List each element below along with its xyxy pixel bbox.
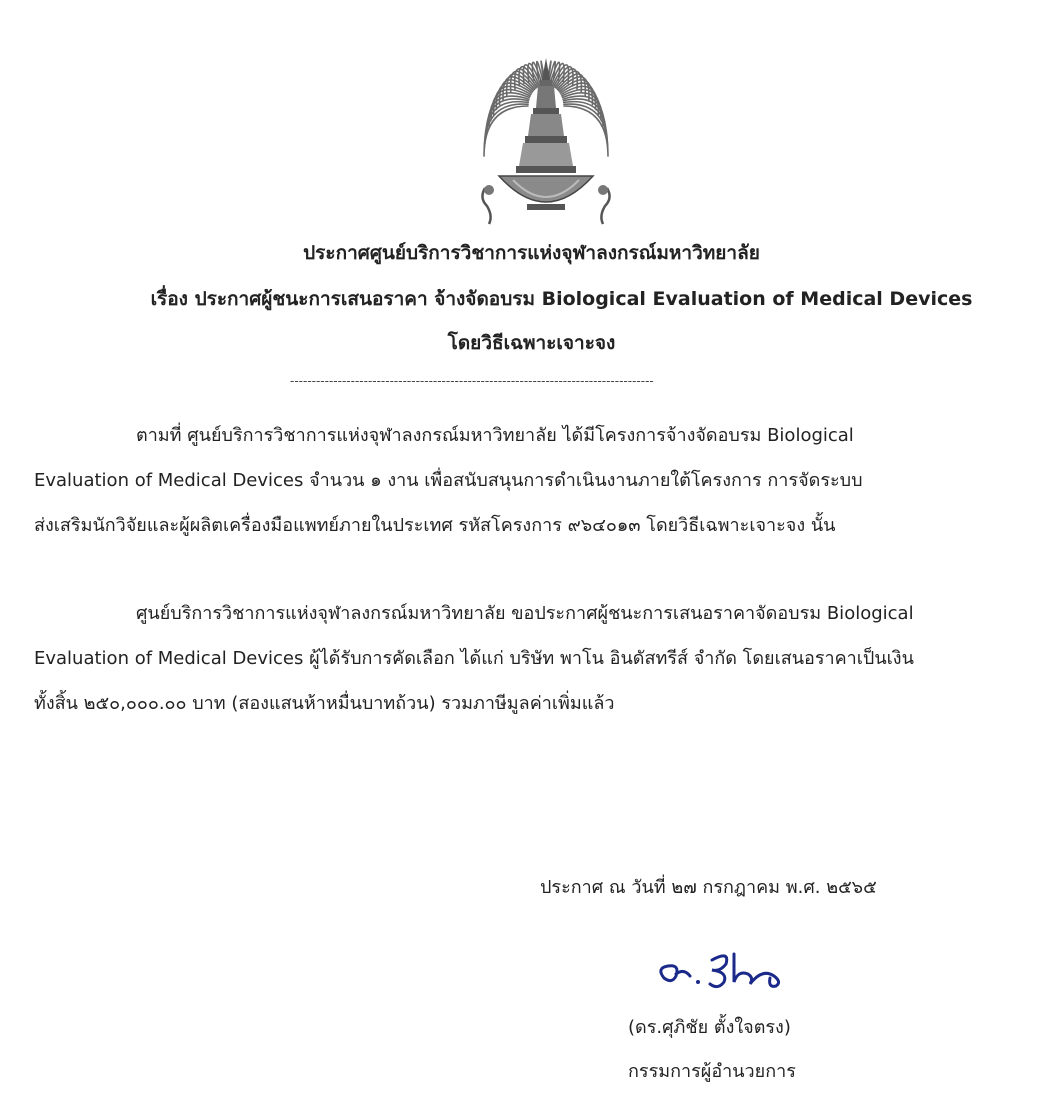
paragraph-2-line-1: ศูนย์บริการวิชาการแห่งจุฬาลงกรณ์มหาวิทยาลัย ขอประกาศผู้ชนะการเสนอราคาจัดอบรม Biological: [136, 603, 914, 624]
paragraph-1-line-1: ตามที่ ศูนย์บริการวิชาการแห่งจุฬาลงกรณ์มหาวิทยาลัย ได้มีโครงการจ้างจัดอบรม Biological: [136, 425, 854, 446]
announcement-title: ประกาศศูนย์บริการวิชาการแห่งจุฬาลงกรณ์มหาวิทยาลัย: [303, 242, 760, 264]
announcement-date: ประกาศ ณ วันที่ ๒๗ กรกฎาคม พ.ศ. ๒๕๖๕: [540, 877, 877, 898]
signer-position: กรรมการผู้อำนวยการ: [628, 1061, 796, 1082]
chula-emblem-icon: [471, 28, 621, 228]
announcement-subject: เรื่อง ประกาศผู้ชนะการเสนอราคา จ้างจัดอบรม Biological Evaluation of Medical Devices: [150, 288, 973, 310]
paragraph-2-line-3: ทั้งสิ้น ๒๕๐,๐๐๐.๐๐ บาท (สองแสนห้าหมื่นบาทถ้วน) รวมภาษีมูลค่าเพิ่มแล้ว: [34, 693, 615, 714]
signer-name: (ดร.ศุภิชัย ตั้งใจตรง): [628, 1017, 791, 1038]
paragraph-1-line-2: Evaluation of Medical Devices จำนวน ๑ งาน เพื่อสนับสนุนการดำเนินงานภายใต้โครงการ การจัดระบบ: [34, 470, 863, 491]
paragraph-1-line-3: ส่งเสริมนักวิจัยและผู้ผลิตเครื่องมือแพทย์ภายในประเทศ รหัสโครงการ ๙๖๔๐๑๓ โดยวิธีเฉพาะเจาะจง นั้น: [34, 515, 836, 536]
handwritten-signature-icon: [650, 946, 810, 996]
divider: ------------------------------------------------------------------------------------: [290, 374, 654, 388]
paragraph-2-line-2: Evaluation of Medical Devices ผู้ได้รับการคัดเลือก ได้แก่ บริษัท พาโน อินดัสทรีส์ จำกัด โดยเสนอราคาเป็นเงิน: [34, 648, 914, 669]
announcement-method: โดยวิธีเฉพาะเจาะจง: [447, 332, 616, 354]
